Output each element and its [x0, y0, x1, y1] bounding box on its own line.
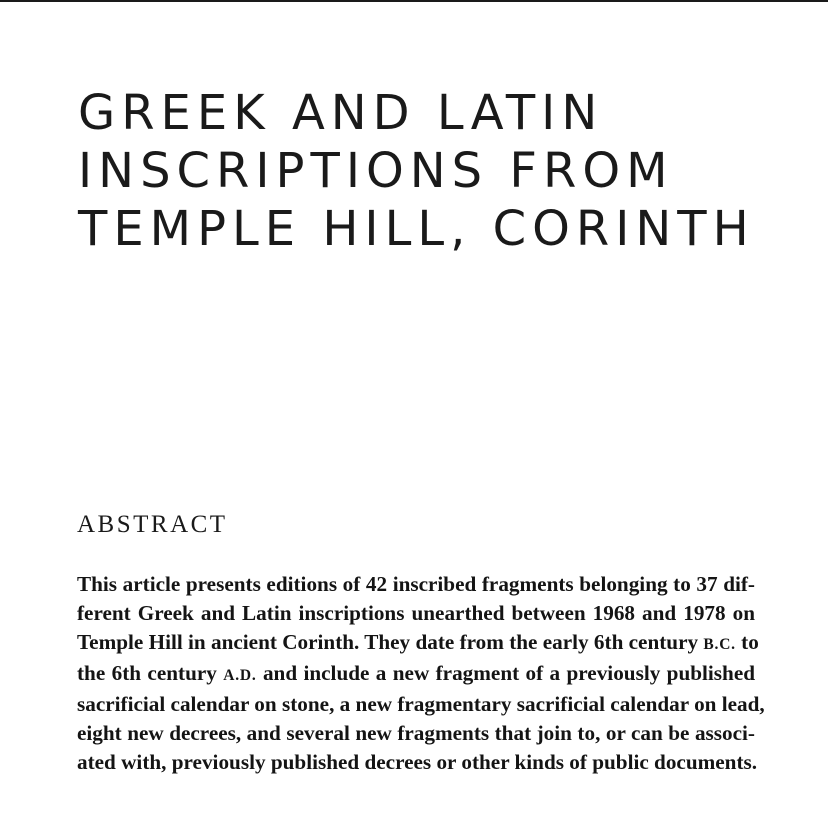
- abstract-line-4: [77, 659, 755, 690]
- abstract-line-6: eight new decrees, and several new fragments that join to, or can be associ-: [77, 721, 755, 745]
- abstract-line-5: sacrificial calendar on stone, a new fragmentary sacrificial calendar on lead,: [77, 692, 765, 716]
- abstract-line-4-end: and include a new fragment of a previously published: [262, 661, 756, 685]
- abstract-body: [77, 570, 765, 777]
- abstract-line-3-end: to: [741, 630, 759, 654]
- era-ad: A.D.: [223, 667, 257, 684]
- abstract-line-2: ferent Greek and Latin inscriptions unearthed between 1968 and 1978 on: [77, 601, 755, 625]
- era-bc: B.C.: [703, 636, 736, 653]
- top-rule: [0, 0, 828, 2]
- abstract-line-3-text: Temple Hill in ancient Corinth. They date from the early 6th century: [77, 630, 699, 654]
- title-line-1: GREEK AND LATIN: [78, 85, 604, 141]
- title-line-2: INSCRIPTIONS FROM: [78, 143, 674, 199]
- abstract-heading: ABSTRACT: [77, 511, 228, 538]
- abstract-line-3: [77, 628, 759, 659]
- abstract-line-7: ated with, previously published decrees or other kinds of public documents.: [77, 750, 758, 774]
- abstract-line-1: This article presents editions of 42 inscribed fragments belonging to 37 dif-: [77, 572, 755, 596]
- article-title: [78, 84, 798, 258]
- title-line-3: TEMPLE HILL, CORINTH: [78, 201, 755, 257]
- abstract-line-4-start: the 6th century: [77, 661, 217, 685]
